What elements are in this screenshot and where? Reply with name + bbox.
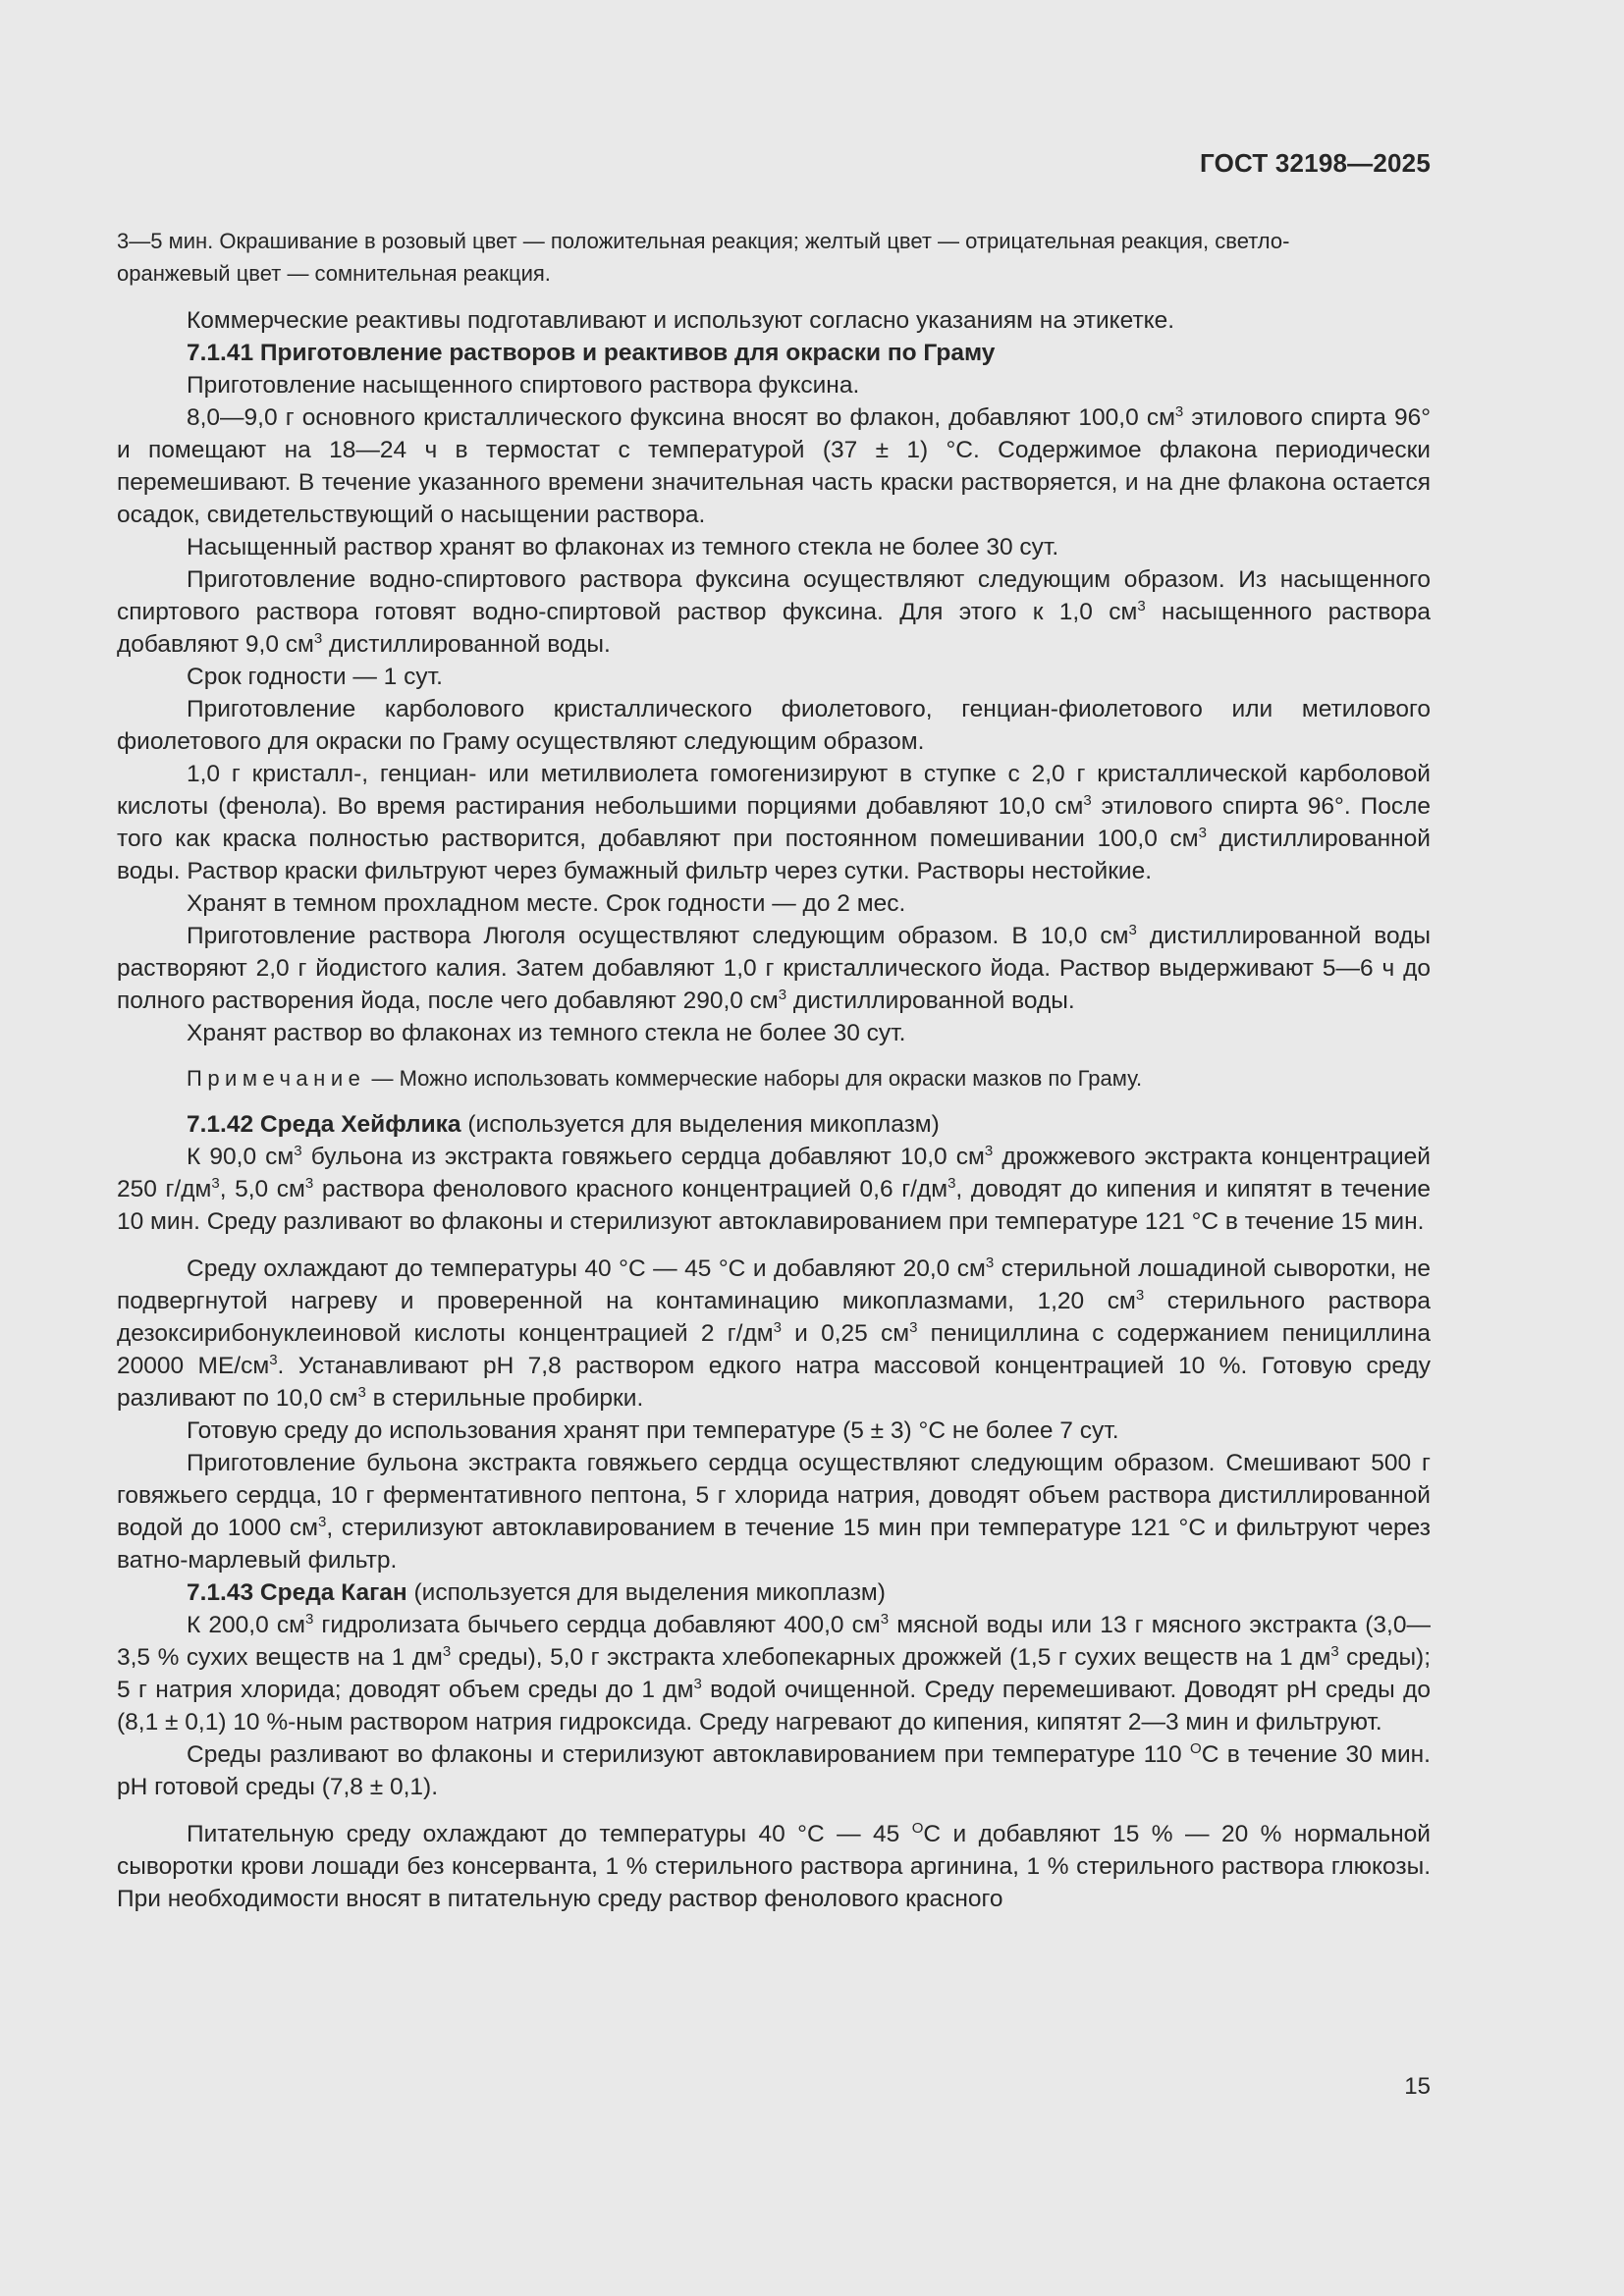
superscript: 3 — [1137, 597, 1146, 614]
text-run: Приготовление бульона экстракта говяжьего сердца осуществляют следующим образом. Смешивают 500 г говяжьего сердца, 10 г ферментативного пептона, 5 г хлорида натрия, доводят объем раствора дистиллированной водой до 1000 см — [117, 1450, 1431, 1541]
paragraph-pouring — [117, 1738, 1431, 1803]
superscript: 3 — [357, 1383, 366, 1401]
text-run: Питательную среду охлаждают до температуры 40 °С — 45 — [187, 1821, 912, 1847]
text-run: 8,0—9,0 г основного кристаллического фуксина вносят во флакон, добавляют 100,0 см — [187, 404, 1175, 431]
intro-line-2: оранжевый цвет — сомнительная реакция. — [117, 261, 551, 286]
text-run: Среду охлаждают до температуры 40 °С — 45 °С и добавляют 20,0 см — [187, 1255, 986, 1282]
text-run: Приготовление водно-спиртового раствора фуксина осуществляют следующим образом. Из насыщенного спиртового раствора готовят водно-спиртовой раствор фуксина. Для этого к 1,0 см — [117, 566, 1431, 625]
superscript: 3 — [1128, 921, 1137, 938]
superscript: 3 — [773, 1318, 782, 1336]
text-run: насыщенного раствора добавляют 9,0 см — [117, 599, 1431, 658]
paragraph-cooling — [117, 1253, 1431, 1415]
superscript: 3 — [909, 1318, 918, 1336]
note-label: Примечание — [187, 1066, 366, 1091]
text-run: водой очищенной. Среду перемешивают. Доводят рН среды до (8,1 ± 0,1) 10 %-ным раствором натрия гидроксида. Среду нагревают до кипения, кипятят 2—3 мин и фильтруют. — [117, 1677, 1431, 1735]
text-run: Приготовление раствора Люголя осуществляют следующим образом. В 10,0 см — [187, 923, 1129, 949]
text-run: среды); 5 г натрия хлорида; доводят объем среды до 1 дм — [117, 1644, 1432, 1703]
superscript: О — [911, 1819, 924, 1837]
paragraph-shelf-life-1: Срок годности — 1 сут. — [187, 664, 443, 690]
section-heading-7-1-43 — [117, 1576, 1431, 1609]
superscript: 3 — [294, 1142, 302, 1159]
section-heading-7-1-41 — [117, 337, 1431, 369]
text-run: гидролизата бычьего сердца добавляют 400,0 см — [313, 1612, 881, 1638]
text-run: К 90,0 см — [187, 1144, 295, 1170]
paragraph-fuchsin — [117, 401, 1431, 531]
paragraph-storage-4: Готовую среду до использования хранят при температуре (5 ± 3) °С не более 7 сут. — [187, 1417, 1119, 1444]
paragraph-lugol — [117, 920, 1431, 1017]
superscript: 3 — [985, 1254, 995, 1271]
superscript: 3 — [984, 1142, 994, 1159]
text-run: бульона из экстракта говяжьего сердца добавляют 10,0 см — [301, 1144, 985, 1170]
paragraph-hayflick — [117, 1141, 1431, 1238]
paragraph-nutrient — [117, 1818, 1431, 1915]
text-run: пенициллина с содержанием пенициллина 20000 МЕ/см — [117, 1320, 1431, 1379]
superscript: 3 — [442, 1642, 452, 1660]
note-block — [117, 1062, 1431, 1095]
superscript: 3 — [313, 629, 323, 647]
text-run: Среды разливают во флаконы и стерилизуют автоклавированием при температуре 110 — [187, 1741, 1191, 1768]
paragraph-carbol: Приготовление карболового кристаллического фиолетового, генциан-фиолетового или метилового фиолетового для окраски по Граму осуществляют следующим образом. — [117, 696, 1431, 755]
text-run: С и добавляют 15 % — 20 % нормальной сыворотки крови лошади без консерванта, 1 % стерильного раствора аргинина, 1 % стерильного раствора глюкозы. При необходимости вносят в питательную среду раствор фенолового красного — [117, 1821, 1431, 1912]
page-number: 15 — [1404, 2073, 1431, 2100]
paragraph-fuchsin-title: Приготовление насыщенного спиртового раствора фуксина. — [187, 372, 860, 399]
text-run: среды), 5,0 г экстракта хлебопекарных дрожжей (1,5 г сухих веществ на 1 дм — [451, 1644, 1331, 1671]
section-heading-7-1-42 — [117, 1108, 1431, 1141]
superscript: 3 — [880, 1610, 890, 1628]
superscript: 3 — [1330, 1642, 1339, 1660]
text-run: в стерильные пробирки. — [365, 1385, 644, 1412]
text-run: , стерилизуют автоклавированием в течение 15 мин при температуре 121 °С и фильтруют через ватно-марлевый фильтр. — [117, 1515, 1432, 1574]
note-text: — Можно использовать коммерческие наборы для окраски мазков по Граму. — [365, 1066, 1143, 1091]
text-run: , доводят до кипения и кипятят в течение 10 мин. Среду разливают во флаконы и стерилизуют автоклавированием при температуре 121 °С в течение 15 мин. — [117, 1176, 1432, 1235]
superscript: 3 — [211, 1174, 220, 1192]
text-run: дистиллированной воды. — [786, 988, 1075, 1014]
intro-paragraph — [117, 225, 1431, 290]
paragraph-crystal-violet — [117, 758, 1431, 887]
section-subtitle: (используется для выделения микоплазм) — [406, 1579, 886, 1606]
superscript: 3 — [693, 1675, 702, 1692]
text-run: 1,0 г кристалл-, генциан- или метилвиолета гомогенизируют в ступке с 2,0 г кристаллической карболовой кислоты (фенола). Во время растирания небольшими порциями добавляют 10,0 см — [117, 761, 1431, 820]
text-run: дистиллированной воды. Раствор краски фильтруют через бумажный фильтр через сутки. Растворы нестойкие. — [117, 826, 1431, 884]
superscript: О — [1190, 1739, 1202, 1757]
superscript: 3 — [304, 1174, 314, 1192]
paragraph-storage-3: Хранят раствор во флаконах из темного стекла не более 30 сут. — [187, 1020, 906, 1046]
superscript: 3 — [1135, 1286, 1145, 1304]
page-header-doc-code: ГОСТ 32198—2025 — [1200, 148, 1431, 178]
section-title: 7.1.42 Среда Хейфлика — [187, 1111, 461, 1138]
text-run: мясной воды или 13 г мясного экстракта (3,0—3,5 % сухих веществ на 1 дм — [117, 1612, 1431, 1671]
document-body — [117, 225, 1431, 1915]
paragraph-commercial: Коммерческие реактивы подготавливают и используют согласно указаниям на этикетке. — [187, 307, 1175, 334]
superscript: 3 — [947, 1174, 956, 1192]
text-run: раствора фенолового красного концентрацией 0,6 г/дм — [313, 1176, 948, 1202]
text-run: дрожжевого экстракта концентрацией 250 г/дм — [117, 1144, 1431, 1202]
superscript: 3 — [1198, 824, 1207, 841]
section-title: 7.1.41 Приготовление растворов и реактивов для окраски по Граму — [187, 340, 996, 366]
text-run: стерильной лошадиной сыворотки, не подвергнутой нагреву и проверенной на контаминацию микоплазмами, 1,20 см — [117, 1255, 1432, 1314]
section-subtitle: (используется для выделения микоплазм) — [460, 1111, 940, 1138]
superscript: 3 — [1174, 402, 1184, 420]
superscript: 3 — [318, 1513, 327, 1530]
text-run: К 200,0 см — [187, 1612, 305, 1638]
text-run: , 5,0 см — [219, 1176, 305, 1202]
paragraph-storage-2: Хранят в темном прохладном месте. Срок годности — до 2 мес. — [187, 890, 906, 917]
text-run: дистиллированной воды. — [322, 631, 611, 658]
section-title: 7.1.43 Среда Каган — [187, 1579, 407, 1606]
paragraph-kagan — [117, 1609, 1431, 1738]
superscript: 3 — [778, 986, 787, 1003]
text-run: этилового спирта 96° и помещают на 18—24 ч в термостат с температурой (37 ± 1) °С. Содержимое флакона периодически перемешивают. В течение указанного времени значительная часть краски растворяется, и на дне флакона остается осадок, свидетельствующий о насыщении раствора. — [117, 404, 1432, 528]
text-run: стерильного раствора дезоксирибонуклеиновой кислоты концентрацией 2 г/дм — [117, 1288, 1432, 1347]
text-run: этилового спирта 96°. После того как краска полностью растворится, добавляют при постоянном помешивании 100,0 см — [117, 793, 1431, 852]
text-run: С в течение 30 мин. рН готовой среды (7,8 ± 0,1). — [117, 1741, 1431, 1800]
text-run: и 0,25 см — [781, 1320, 910, 1347]
text-run: дистиллированной воды растворяют 2,0 г йодистого калия. Затем добавляют 1,0 г кристаллического йода. Раствор выдерживают 5—6 ч до полного растворения йода, после чего добавляют 290,0 см — [117, 923, 1431, 1014]
superscript: 3 — [269, 1351, 278, 1368]
paragraph-storage-1: Насыщенный раствор хранят во флаконах из темного стекла не более 30 сут. — [187, 534, 1059, 561]
superscript: 3 — [304, 1610, 314, 1628]
superscript: 3 — [1083, 791, 1092, 809]
text-run: . Устанавливают рН 7,8 раствором едкого натра массовой концентрацией 10 %. Готовую среду разливают по 10,0 см — [117, 1353, 1432, 1412]
paragraph-aqueous — [117, 563, 1431, 661]
paragraph-broth — [117, 1447, 1431, 1576]
intro-line-1: 3—5 мин. Окрашивание в розовый цвет — положительная реакция; желтый цвет — отрицательная реакция, светло- — [117, 229, 1290, 253]
